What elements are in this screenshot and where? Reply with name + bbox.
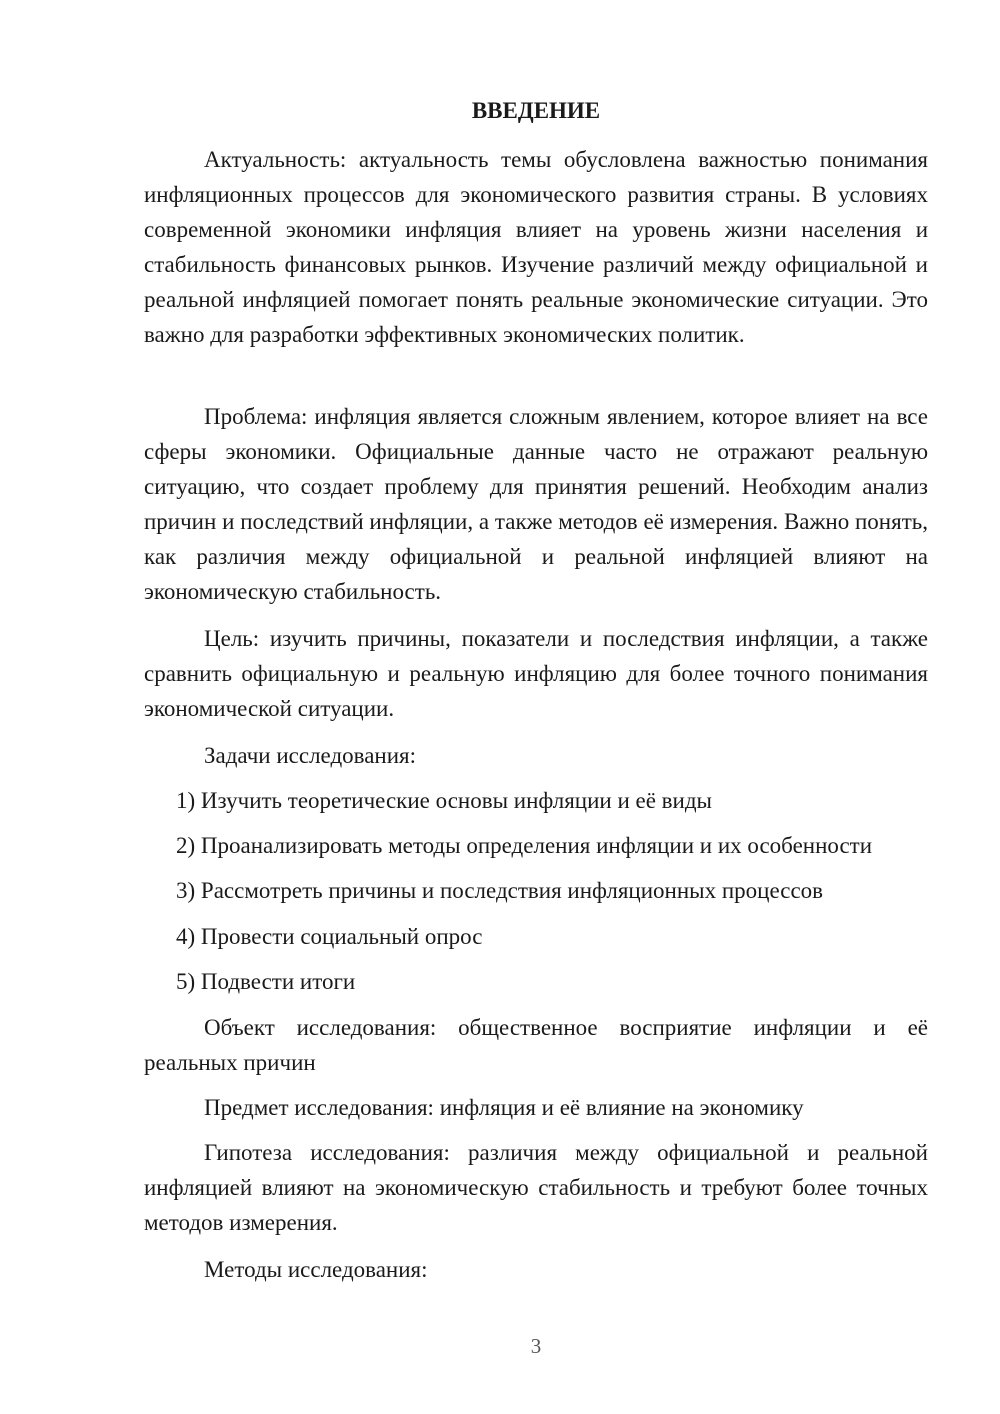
object-paragraph: Объект исследования: общественное восприятие инфляции и её реальных причин [144,1015,928,1075]
task-item: 2) Проанализировать методы определения инфляции и их особенности [176,833,873,858]
goal-paragraph: Цель: изучить причины, показатели и последствия инфляции, а также сравнить официальную и реальную инфляцию для более точного понимания экономической ситуации. [144,626,928,721]
subject-paragraph: Предмет исследования: инфляция и её влияние на экономику [204,1095,804,1120]
document-page [144,0,928,1414]
page-number: 3 [530,1334,542,1358]
task-item: 4) Провести социальный опрос [176,924,483,949]
problem-paragraph: Проблема: инфляция является сложным явлением, которое влияет на все сферы экономики. Официальные данные часто не отражают реальную ситуацию, что создает проблему для принятия решений. Необходим анализ причин и последствий инфляции, а также методов её измерения. Важно понять, как различия между официальной и реальной инфляцией влияют на экономическую стабильность. [144,404,928,604]
task-item: 3) Рассмотреть причины и последствия инфляционных процессов [176,878,824,903]
task-item: 5) Подвести итоги [176,969,356,994]
hypothesis-paragraph: Гипотеза исследования: различия между официальной и реальной инфляцией влияют на экономическую стабильность и требуют более точных методов измерения. [144,1140,928,1235]
tasks-heading: Задачи исследования: [204,743,417,768]
methods-heading: Методы исследования: [204,1257,428,1282]
task-item: 1) Изучить теоретические основы инфляции и её виды [176,788,712,813]
page-title: ВВЕДЕНИЕ [471,98,601,123]
relevance-paragraph: Актуальность: актуальность темы обусловлена важностью понимания инфляционных процессов для экономического развития страны. В условиях современной экономики инфляция влияет на уровень жизни населения и стабильность финансовых рынков. Изучение различий между официальной и реальной инфляцией помогает понять реальные экономические ситуации. Это важно для разработки эффективных экономических политик. [144,147,928,347]
